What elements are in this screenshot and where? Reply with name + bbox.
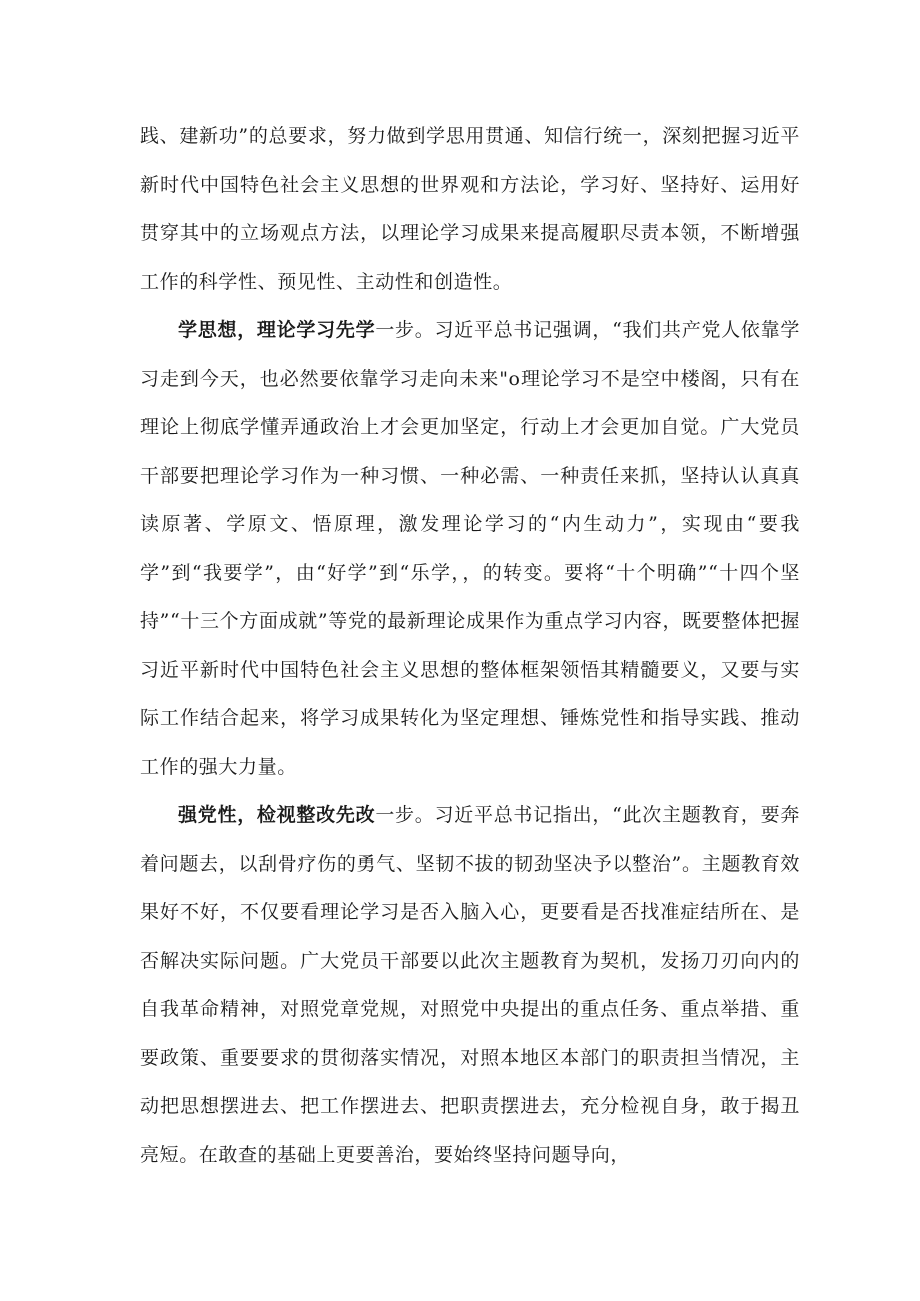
paragraph-2-text: 一步。习近平总书记强调，“我们共产党人依靠学习走到今天，也必然要依靠学习走向未来"o理论学习不是空中楼阁，只有在理论上彻底学懂弄通政治上才会更加坚定，行动上才会更加自觉。广大党员干部要把理论学习作为一种习惯、一种必需、一种责任来抓，坚持认认真真读原著、学原文、悟原理，激发理论学习的“内生动力”，实现由“要我学”到“我要学”，由“好学”到“乐学，，的转变。要将“十个明确”“十四个坚持”“十三个方面成就”等党的最新理论成果作为重点学习内容，既要整体把握习近平新时代中国特色社会主义思想的整体框架领悟其精髓要义，又要与实际工作结合起来，将学习成果转化为坚定理想、锤炼党性和指导实践、推动工作的强大力量。	[140, 319, 800, 778]
paragraph-3	[140, 791, 800, 1179]
paragraph-2	[140, 306, 800, 791]
document-body	[140, 112, 800, 1179]
paragraph-2-heading: 学思想，理论学习先学	[178, 319, 376, 341]
paragraph-3-text: 一步。习近平总书记指出，“此次主题教育，要奔着问题去，以刮骨疗伤的勇气、坚韧不拔的韧劲坚决予以整治”。主题教育效果好不好，不仅要看理论学习是否入脑入心，更要看是否找准症结所在、是否解决实际问题。广大党员干部要以此次主题教育为契机，发扬刀刃向内的自我革命精神，对照党章党规，对照党中央提出的重点任务、重点举措、重要政策、重要要求的贯彻落实情况，对照本地区本部门的职责担当情况，主动把思想摆进去、把工作摆进去、把职责摆进去，充分检视自身，敢于揭丑亮短。在敢查的基础上更要善治，要始终坚持问题导向，	[140, 804, 800, 1166]
paragraph-1	[140, 112, 800, 306]
paragraph-3-heading: 强党性，检视整改先改	[178, 804, 376, 826]
paragraph-1-text: 践、建新功”的总要求，努力做到学思用贯通、知信行统一，深刻把握习近平新时代中国特色社会主义思想的世界观和方法论，学习好、坚持好、运用好贯穿其中的立场观点方法，以理论学习成果来提高履职尽责本领，不断增强工作的科学性、预见性、主动性和创造性。	[140, 125, 800, 293]
